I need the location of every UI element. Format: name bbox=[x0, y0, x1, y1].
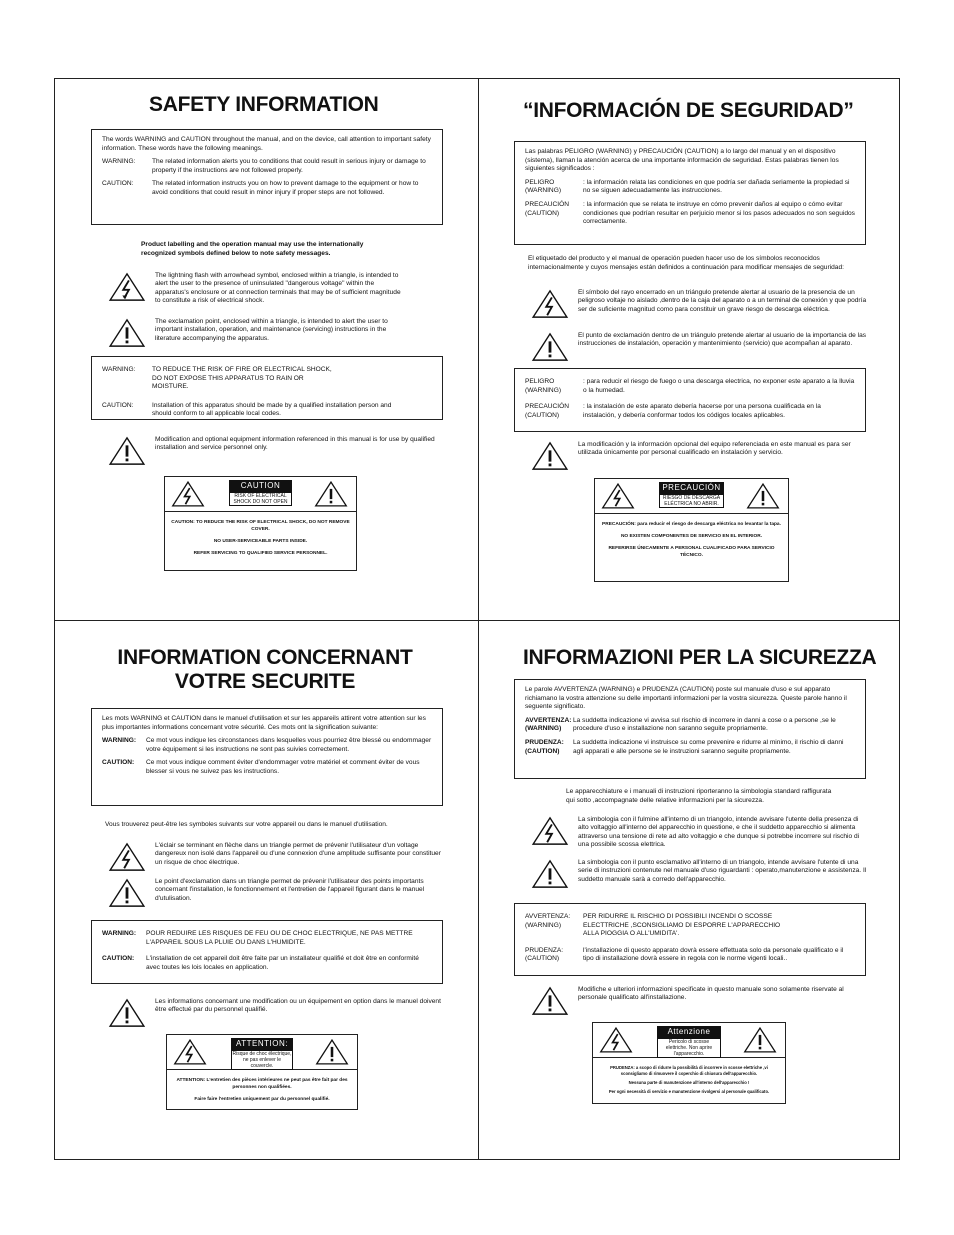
caution-definition bbox=[102, 759, 432, 776]
label-heading: PRECAUCIÓN bbox=[659, 482, 724, 494]
label-line: Faire faire l'entretien uniquement par du personnel qualifié. bbox=[194, 1097, 330, 1102]
modification-text: La modificación y la información opcional del equipo referenciada en este manual es para ser utilizada únicamente por personal cualificado en instalación y servicio. bbox=[578, 441, 851, 457]
lightning-warning-icon bbox=[171, 480, 205, 508]
label-heading: ATTENTION: bbox=[231, 1038, 293, 1050]
caution-text: La suddetta indicazione vi instruisce su come prevenire e ridurre al minimo, il rischio di danni agli apparati e alle persone se le instruzioni saranno seguite propriamente. bbox=[573, 738, 844, 755]
exclamation-symbol-row bbox=[107, 318, 407, 348]
section-french bbox=[55, 620, 478, 1161]
installation-caution bbox=[102, 955, 432, 972]
lightning-description: La simbologia con il fulmine all'interno di un triangolo, intende avvisare l'utente della presenza di alto voltaggio all'interno del apparecchio in questione, e che il suddetto apparecchio si alimenta attraverso una tensione di rete ad alto voltaggio e che dunque si potrebbe incorrere sul rischio di una possibile scossa elettrica. bbox=[578, 816, 860, 849]
definitions-box bbox=[514, 141, 866, 245]
exclamation-warning-icon bbox=[314, 480, 348, 508]
label-line: NO USER-SERVICEABLE PARTS INSIDE. bbox=[213, 539, 308, 544]
intro-text: Le parole AVVERTENZA (WARNING) e PRUDENZA (CAUTION) poste sul manuale d'uso e sul apparato richiamano la vostra attenzione su delle importanti informazioni per la vostra sicurezza. Queste parole hanno il seguente significato. bbox=[525, 686, 847, 711]
label-line: REFERIRSE ÚNICAMENTE A PERSONAL CUALIFICADO PARA SERVICIO TÉCNICO. bbox=[608, 546, 775, 558]
warning-label: PELIGRO (WARNING) bbox=[525, 378, 562, 394]
warning-label: AVVERTENZA: (WARNING) bbox=[525, 716, 572, 733]
lightning-description: El símbolo del rayo encerrado en un triángulo pretende alertar al usuario de la presencia de un peligroso voltaje no aislado ,dentro de la caja del aparato o a un terminal de conexión y que podría ser de suficiente magnitud como para constituir un grave riesgo de descarga eléctrica. bbox=[578, 289, 867, 313]
warning-caution-box bbox=[91, 356, 443, 420]
intro-text: The words WARNING and CAUTION throughout the manual, and on the device, call attention to important safety information. These words have the following meanings. bbox=[102, 136, 431, 152]
warning-caution-box bbox=[514, 903, 866, 976]
fire-shock-warning bbox=[102, 366, 432, 392]
caution-label: CAUTION: bbox=[102, 180, 134, 188]
fire-shock-warning bbox=[102, 930, 432, 947]
lightning-warning-icon bbox=[530, 816, 570, 846]
caution-label: PRECAUCIÓN (CAUTION) bbox=[525, 200, 569, 217]
label-line: Per ogni necessità di servizio e manutenzione rivolgersi al personale qualificato. bbox=[608, 1089, 770, 1094]
lightning-symbol-row bbox=[107, 842, 442, 872]
lightning-warning-icon bbox=[107, 842, 147, 872]
warning-label: AVVERTENZA: (WARNING) bbox=[525, 913, 571, 929]
installation-caution bbox=[102, 402, 432, 419]
exclamation-warning-icon bbox=[530, 441, 570, 471]
label-heading: Attenzione bbox=[657, 1026, 721, 1038]
warning-definition bbox=[525, 179, 855, 196]
symbols-intro: Le apparecchiature e i manuali di instruzioni riporteranno la simbologia standard raffigurata qui sotto ,accompagnate delle relative informazioni per la sicurezza. bbox=[566, 788, 832, 804]
lightning-symbol-row bbox=[107, 272, 407, 306]
label-line: PRECAUCIÓN: para reducir el riesgo de descarga eléctrica no levantar la tapa. bbox=[602, 522, 781, 527]
lightning-warning-icon bbox=[599, 1026, 633, 1054]
caution-label: CAUTION: bbox=[102, 401, 134, 409]
label-subheading: RISK OF ELECTRICAL SHOCK DO NOT OPEN bbox=[229, 492, 292, 506]
exclamation-warning-icon bbox=[107, 436, 147, 466]
symbols-intro: Vous trouverez peut-être les symboles suivants sur votre appareil ou dans le manuel d'utilisation. bbox=[105, 821, 388, 828]
section-title: INFORMATION CONCERNANT VOTRE SECURITE bbox=[117, 646, 413, 693]
installation-caution bbox=[525, 403, 855, 420]
lightning-warning-icon bbox=[173, 1038, 207, 1066]
lightning-description: The lightning flash with arrowhead symbol, enclosed within a triangle, is intended to alert the user to the presence of uninsulated "dangerous voltage" within the apparatus's enclosure or at connection terminals that may be of sufficient magnitude to constitute a risk of electrical shock. bbox=[155, 272, 401, 305]
exclamation-description: Le point d'exclamation dans un triangle permet de prévenir l'utilisateur des points importants concernant l'installation, le fonctionnement et l'entretien de l'appareil figurant dans le manuel d'utulisation. bbox=[155, 878, 425, 902]
section-title: SAFETY INFORMATION bbox=[149, 93, 379, 116]
exclamation-symbol-row bbox=[530, 859, 870, 889]
intro-text: Las palabras PELIGRO (WARNING) y PRECAUCIÓN (CAUTION) a lo largo del manual y en el dispositivo (sistema), llaman la atención acerca de una importante información de seguridad. Estas palabras tienen los siguientes significados : bbox=[525, 148, 839, 173]
warning-definition bbox=[525, 717, 855, 734]
warning-label: WARNING: bbox=[102, 158, 136, 166]
modification-text: Modifiche e ulteriori informazioni specificate in questo manuale sono solamente riservate al personale qualificato all'installazione. bbox=[578, 986, 844, 1002]
caution-label: PRUDENZA: (CAUTION) bbox=[525, 738, 564, 755]
warning-label: WARNING: bbox=[102, 930, 137, 937]
exclamation-warning-icon bbox=[530, 859, 570, 889]
exclamation-warning-icon bbox=[107, 998, 147, 1028]
warning-text: Ce mot vous indique les circonstances dans lesquelles vous pourriez être blessé ou endommager votre équipement si les instructions ne sont pas suivies correctement. bbox=[146, 737, 432, 753]
label-line: CAUTION: TO REDUCE THE RISK OF ELECTRICAL SHOCK, DO NOT REMOVE COVER. bbox=[171, 520, 350, 532]
modification-row bbox=[530, 986, 870, 1016]
exclamation-warning-icon bbox=[530, 986, 570, 1016]
exclamation-warning-icon bbox=[743, 1026, 777, 1054]
definitions-box bbox=[514, 679, 866, 779]
label-line: REFER SERVICING TO QUALIFIED SERVICE PERSONNEL. bbox=[193, 551, 328, 556]
caution-label-graphic bbox=[164, 476, 357, 571]
label-subheading: RIESGO DE DESCARGA ELÉCTRICA NO ABRIR. bbox=[659, 494, 724, 508]
section-spanish bbox=[478, 79, 901, 620]
lightning-symbol-row bbox=[530, 289, 870, 319]
symbols-intro: El etiquetado del producto y el manual de operación pueden hacer uso de los símbolos reconocidos internacionalmente y cuyos mensajes están definidos a continuación para modificar mensajes de seguridad: bbox=[528, 255, 844, 271]
lightning-description: L'éclair se terminant en flèche dans un triangle permet de prévenir l'utilisateur d'un voltage dangereux non isolé dans l'appareil ou d'une connexion d'une amplitude suffisante pour constituer un risque de choc électrique. bbox=[155, 842, 441, 866]
exclamation-description: La simbologia con il punto esclamativo all'interno di un triangolo, intende avvisare l'utente di una serie di instruzioni contenute nel manuale d'uso riguardanti : operato,manutenzione e assistenza. Il suddetto manuale sarà a corredo dell'apparecchio. bbox=[578, 859, 867, 883]
intro-text: Les mots WARNING et CAUTION dans le manuel d'utilisation et sur les appareils attirent votre attention sur les plus importantes informations concernant votre sécurité. Ces mots ont la signification suivante: bbox=[102, 715, 426, 731]
warning-label: WARNING: bbox=[102, 366, 136, 373]
label-line: PRUDENZA: a scopo di ridurre la possibilità di incorrere in scosse elettriche ,vi sconsigliamo di rimuovere il coperchio di chiusura dell'apparecchio. bbox=[610, 1065, 768, 1076]
caution-label-graphic bbox=[592, 1022, 786, 1104]
caution-label: PRECAUCIÓN (CAUTION) bbox=[525, 403, 569, 419]
lightning-warning-icon bbox=[601, 482, 635, 510]
lightning-warning-icon bbox=[107, 272, 147, 302]
exclamation-description: El punto de exclamación dentro de un triángulo pretende alertar al usuario de la importancia de las instrucciones de instalación, operación y mantenimiento (servicio) que acompañan al aparato. bbox=[578, 332, 867, 348]
label-line: Nessuna parte di manutenzione all'interno dell'apparecchio ! bbox=[628, 1080, 750, 1085]
modification-row bbox=[107, 998, 442, 1028]
exclamation-warning-icon bbox=[107, 878, 147, 908]
warning-caution-box bbox=[514, 368, 866, 432]
modification-text: Modification and optional equipment information referenced in this manual is for use by qualified installation and service personnel only. bbox=[155, 436, 435, 452]
section-italian bbox=[478, 620, 901, 1161]
warning-text: The related information alerts you to conditions that could result in serious injury or damage to property if the instructions are not followed properly. bbox=[152, 158, 426, 174]
installation-caution bbox=[525, 947, 855, 964]
caution-label: PRUDENZA: (CAUTION) bbox=[525, 946, 564, 963]
warning-label: WARNING: bbox=[102, 737, 137, 745]
caution-label: CAUTION: bbox=[102, 955, 135, 963]
label-line: ATTENTION: L'entretien des pièces intérieures ne peut pas être fait par des personnes non qualifiées. bbox=[176, 1078, 348, 1090]
caution-text: The related information instructs you on how to prevent damage to the equipment or how to avoid conditions that could result in minor injury if proper steps are not followed. bbox=[152, 180, 419, 196]
caution-definition bbox=[525, 201, 855, 227]
warning-text: PER RIDURRE IL RISCHIO DI POSSIBILI INCENDI O SCOSSE ELECTTRICHE ,SCONSIGLIAMO DI ESPORRE L'APPARECCHIO ALLA PIOGGIA O ALL'UMIDITA'. bbox=[583, 913, 781, 938]
caution-text: : la información que se relata te instruye en cómo prevenir daños al equipo o cómo evitar condiciones que podrían resultar en perjuicio menor si los pasos adecuados no son seguidos correctamente. bbox=[583, 200, 855, 226]
label-subheading: Pericolo di scosse elettriche. Non aprire l'apparecchio. bbox=[657, 1038, 721, 1058]
section-title: INFORMAZIONI PER LA SICUREZZA bbox=[523, 646, 877, 669]
definitions-box bbox=[91, 708, 443, 806]
label-line: NO EXISTEN COMPONENTES DE SERVICIO EN EL INTERIOR. bbox=[620, 534, 763, 539]
caution-definition bbox=[102, 180, 432, 197]
warning-text: TO REDUCE THE RISK OF FIRE OR ELECTRICAL SHOCK, DO NOT EXPOSE THIS APPARATUS TO RAIN OR MOISTURE. bbox=[152, 366, 332, 391]
fire-shock-warning bbox=[525, 378, 855, 395]
caution-text: : la instalación de este aparato debería hacerse por una persona cualificada en la instalación, y debería conformar todos los códigos locales aplicables. bbox=[583, 403, 821, 419]
section-english bbox=[55, 79, 478, 620]
fire-shock-warning bbox=[525, 913, 855, 939]
warning-definition bbox=[102, 158, 432, 175]
exclamation-symbol-row bbox=[107, 878, 442, 908]
warning-label: PELIGRO (WARNING) bbox=[525, 178, 562, 195]
exclamation-warning-icon bbox=[746, 482, 780, 510]
exclamation-warning-icon bbox=[107, 318, 147, 348]
exclamation-warning-icon bbox=[530, 332, 570, 362]
symbols-intro: Product labelling and the operation manual may use the internationally recognized symbols defined below to note safety messages. bbox=[141, 241, 364, 257]
label-heading: CAUTION bbox=[229, 480, 292, 492]
modification-row bbox=[530, 441, 870, 471]
exclamation-symbol-row bbox=[530, 332, 870, 362]
warning-text: : para reducir el riesgo de fuego o una descarga electrica, no exponer este aparato a la lluvia o la humedad. bbox=[583, 378, 855, 394]
warning-text: POUR REDUIRE LES RISQUES DE FEU OU DE CHOC ELECTRIQUE, NE PAS METTRE L'APPAREIL SOUS LA PLUIE OU DANS L'HUMIDITE. bbox=[146, 930, 413, 946]
warning-text: La suddetta indicazione vi avvisa sul rischio di incorrere in danni a cose o a persone ,se le procedure d'uso e installazione non saranno seguite propriamente. bbox=[573, 716, 836, 733]
section-title: “INFORMACIÓN DE SEGURIDAD” bbox=[523, 99, 854, 122]
modification-row bbox=[107, 436, 442, 466]
exclamation-description: The exclamation point, enclosed within a triangle, is intended to alert the user to important installation, operation, and maintenance (servicing) instructions in the literature accompanying the apparatus. bbox=[155, 318, 388, 342]
exclamation-warning-icon bbox=[315, 1038, 349, 1066]
modification-text: Les informations concernant une modification ou un équipement en option dans le manuel doivent être effectué par du personnel qualifié. bbox=[155, 998, 441, 1014]
warning-caution-box bbox=[91, 920, 443, 984]
caution-label-graphic bbox=[166, 1034, 358, 1110]
page-frame bbox=[54, 78, 900, 1160]
caution-text: l'installazione di questo apparato dovrà essere effettuata solo da personale qualificato e il tipo di installazione dovrà essere in regola con le norme vigenti locali.. bbox=[583, 946, 844, 963]
warning-text: : la información relata las condiciones en que podría ser dañada seriamente la propiedad si no se siguen adecuadamente las instrucciones. bbox=[583, 178, 850, 195]
lightning-symbol-row bbox=[530, 816, 870, 850]
caution-label: CAUTION: bbox=[102, 759, 135, 767]
caution-label-graphic bbox=[594, 478, 789, 582]
lightning-warning-icon bbox=[530, 289, 570, 319]
label-subheading: Risque de choc électrique, ne pas enlever le couvercle. bbox=[232, 1051, 292, 1069]
definitions-box bbox=[91, 129, 443, 225]
warning-definition bbox=[102, 737, 432, 754]
caution-text: Installation of this apparatus should be made by a qualified installation person and should conform to all applicable local codes. bbox=[152, 401, 392, 418]
caution-text: Ce mot vous indique comment éviter d'endommager votre matériel et comment éviter de vous blesser si vous ne suivez pas les instructions. bbox=[146, 759, 420, 775]
caution-definition bbox=[525, 739, 855, 756]
caution-text: L'installation de cet appareil doit être faite par un installateur qualifié et doit être en conformité avec toutes les lois locales en application. bbox=[146, 955, 419, 971]
